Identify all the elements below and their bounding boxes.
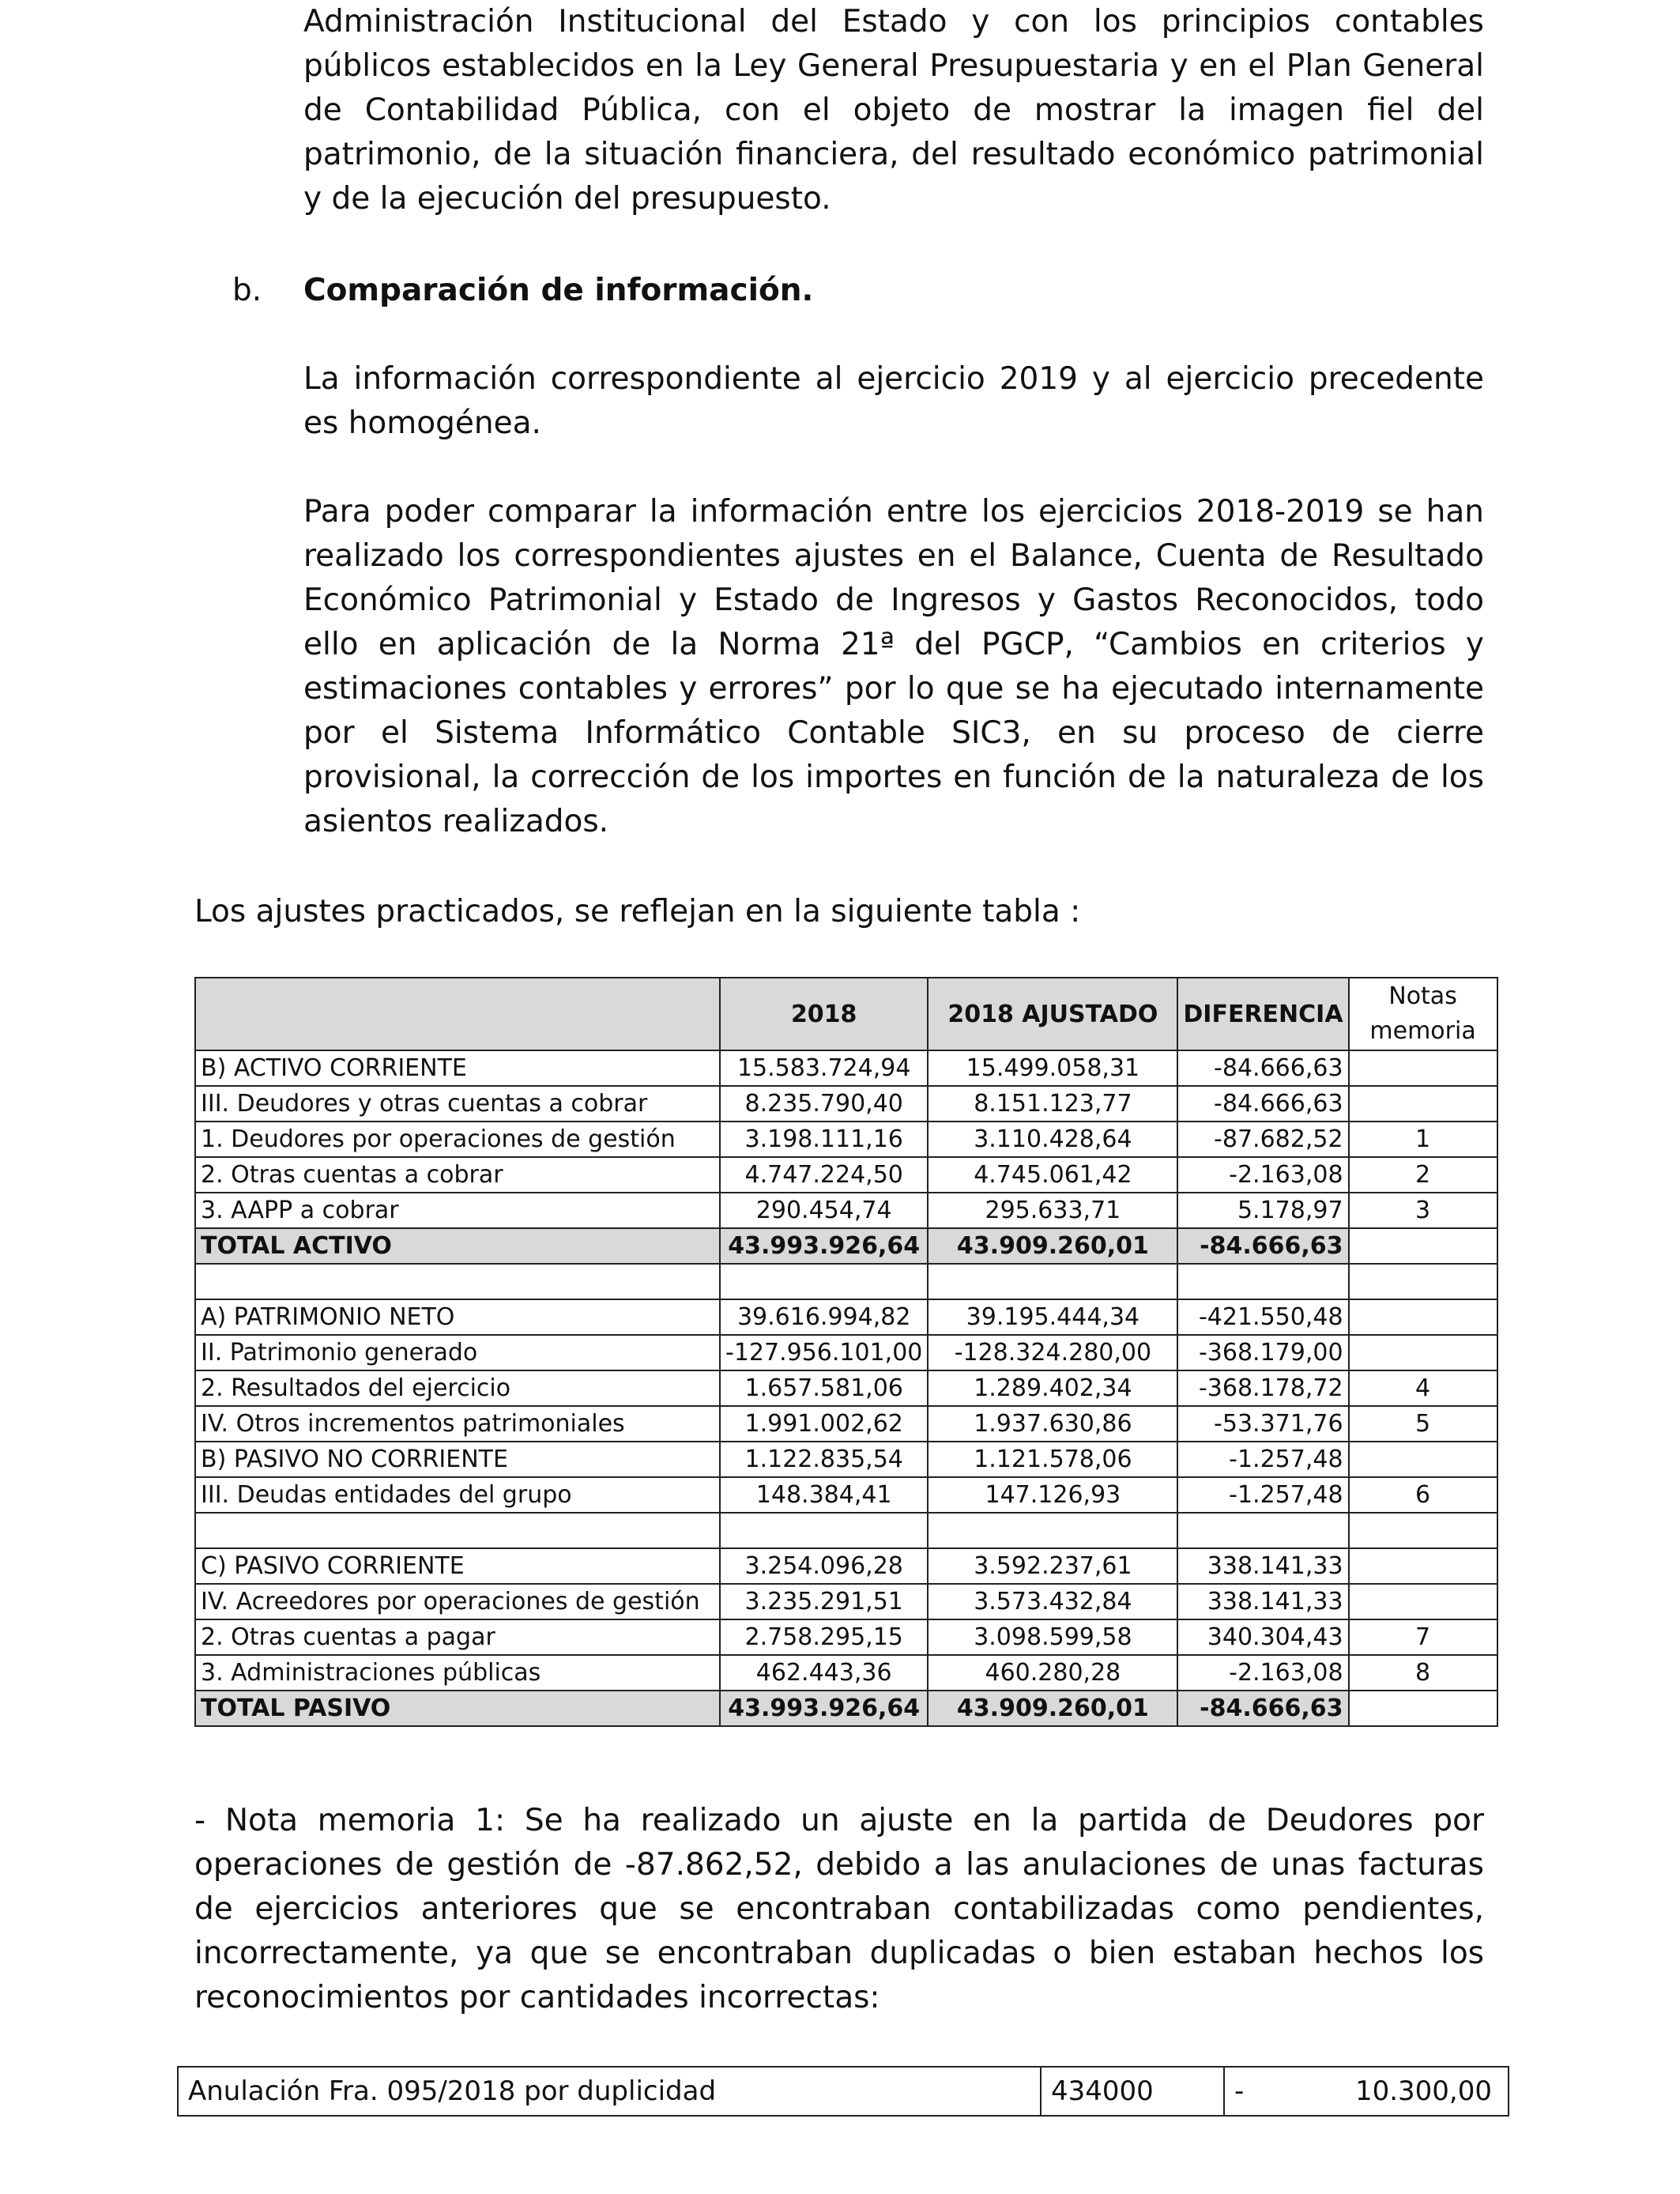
row-label: II. Patrimonio generado	[195, 1335, 720, 1370]
table-row	[195, 1370, 1497, 1406]
row-label: B) PASIVO NO CORRIENTE	[195, 1442, 720, 1477]
row-2018-ajustado: 3.110.428,64	[928, 1122, 1177, 1157]
row-2018-ajustado: 3.592.237,61	[928, 1548, 1177, 1584]
row-label: TOTAL PASIVO	[195, 1691, 720, 1726]
row-label: 2. Resultados del ejercicio	[195, 1370, 720, 1406]
row-diferencia: -368.179,00	[1177, 1335, 1348, 1370]
row-nota	[1349, 1050, 1497, 1086]
row-diferencia: 340.304,43	[1177, 1619, 1348, 1655]
row-label: III. Deudores y otras cuentas a cobrar	[195, 1086, 720, 1122]
row-label: 3. Administraciones públicas	[195, 1655, 720, 1691]
header-label	[195, 978, 720, 1050]
homogeneity-paragraph: La información correspondiente al ejercicio 2019 y al ejercicio precedente es homogénea.	[303, 361, 1484, 441]
row-nota: 4	[1349, 1370, 1497, 1406]
row-diferencia: -84.666,63	[1177, 1050, 1348, 1086]
table-row	[195, 1299, 1497, 1335]
row-diferencia	[1177, 1264, 1348, 1299]
row-label: III. Deudas entidades del grupo	[195, 1477, 720, 1513]
row-label: TOTAL ACTIVO	[195, 1228, 720, 1264]
row-nota	[1349, 1086, 1497, 1122]
row-nota	[1349, 1228, 1497, 1264]
row-2018-ajustado: 4.745.061,42	[928, 1157, 1177, 1193]
row-label: IV. Acreedores por operaciones de gestión	[195, 1584, 720, 1619]
table-row	[195, 1193, 1497, 1228]
cancellation-amount-cell	[1224, 2067, 1509, 2116]
row-diferencia: 338.141,33	[1177, 1548, 1348, 1584]
row-diferencia: -368.178,72	[1177, 1370, 1348, 1406]
row-label: 3. AAPP a cobrar	[195, 1193, 720, 1228]
table-row	[195, 1406, 1497, 1442]
row-nota: 5	[1349, 1406, 1497, 1442]
row-nota	[1349, 1691, 1497, 1726]
intro-paragraph-continued: Administración Institucional del Estado y con los principios contables públicos establecidos en la Ley General Presupuestaria y en el Plan General de Contabilidad Pública, con el objeto de mostrar la imagen fiel del patrimonio, de la situación financiera, del resultado económico patrimonial y de la ejecución del presupuesto.	[303, 4, 1484, 217]
row-diferencia: -421.550,48	[1177, 1299, 1348, 1335]
row-2018: 290.454,74	[720, 1193, 928, 1228]
row-2018-ajustado	[928, 1513, 1177, 1548]
cancellation-sign: -	[1234, 2075, 1245, 2107]
row-2018: 4.747.224,50	[720, 1157, 928, 1193]
row-label: IV. Otros incrementos patrimoniales	[195, 1406, 720, 1442]
table-row	[195, 1584, 1497, 1619]
row-2018-ajustado: 1.937.630,86	[928, 1406, 1177, 1442]
row-nota: 6	[1349, 1477, 1497, 1513]
table-row	[195, 1477, 1497, 1513]
row-diferencia: 5.178,97	[1177, 1193, 1348, 1228]
row-2018-ajustado: 3.573.432,84	[928, 1584, 1177, 1619]
row-nota	[1349, 1548, 1497, 1584]
table-row	[195, 1050, 1497, 1086]
table-row	[195, 1513, 1497, 1548]
row-diferencia: -2.163,08	[1177, 1655, 1348, 1691]
row-2018-ajustado: 1.289.402,34	[928, 1370, 1177, 1406]
row-diferencia: -2.163,08	[1177, 1157, 1348, 1193]
row-2018-ajustado	[928, 1264, 1177, 1299]
row-2018: -127.956.101,00	[720, 1335, 928, 1370]
row-label: 2. Otras cuentas a cobrar	[195, 1157, 720, 1193]
cancellation-table	[177, 2066, 1509, 2117]
section-title: Comparación de información.	[303, 273, 814, 308]
table-row	[195, 1655, 1497, 1691]
header-diferencia: DIFERENCIA	[1177, 978, 1348, 1050]
row-2018: 39.616.994,82	[720, 1299, 928, 1335]
row-2018: 43.993.926,64	[720, 1691, 928, 1726]
row-label	[195, 1264, 720, 1299]
cancellation-amount: 10.300,00	[1354, 2075, 1492, 2107]
row-2018: 2.758.295,15	[720, 1619, 928, 1655]
row-nota: 1	[1349, 1122, 1497, 1157]
cancellation-account: 434000	[1041, 2067, 1224, 2116]
row-2018: 8.235.790,40	[720, 1086, 928, 1122]
row-diferencia: -84.666,63	[1177, 1691, 1348, 1726]
row-2018-ajustado: 3.098.599,58	[928, 1619, 1177, 1655]
adjustments-paragraph: Para poder comparar la información entre los ejercicios 2018-2019 se han realizado los correspondientes ajustes en el Balance, Cuenta de Resultado Económico Patrimonial y Estado de Ingresos y Gastos Reconocidos, todo ello en aplicación de la Norma 21ª del PGCP, “Cambios en criterios y estimaciones contables y errores” por lo que se ha ejecutado internamente por el Sistema Informático Contable SIC3, en su proceso de cierre provisional, la corrección de los importes en función de la naturaleza de los asientos realizados.	[303, 494, 1484, 839]
section-heading	[232, 269, 813, 313]
table-row	[195, 1086, 1497, 1122]
header-notas-memoria: Notas memoria	[1349, 978, 1497, 1050]
row-2018: 15.583.724,94	[720, 1050, 928, 1086]
row-nota	[1349, 1442, 1497, 1477]
row-nota: 3	[1349, 1193, 1497, 1228]
row-label: 2. Otras cuentas a pagar	[195, 1619, 720, 1655]
row-2018: 3.254.096,28	[720, 1548, 928, 1584]
row-nota	[1349, 1584, 1497, 1619]
row-2018-ajustado: 43.909.260,01	[928, 1691, 1177, 1726]
row-2018: 43.993.926,64	[720, 1228, 928, 1264]
note-memoria-1: - Nota memoria 1: Se ha realizado un ajuste en la partida de Deudores por operaciones de gestión de -87.862,52, debido a las anulaciones de unas facturas de ejercicios anteriores que se encontraban contabilizadas como pendientes, incorrectamente, ya que se encontraban duplicadas o bien estaban hechos los reconocimientos por cantidades incorrectas:	[194, 1803, 1484, 2015]
header-2018: 2018	[720, 978, 928, 1050]
row-label: A) PATRIMONIO NETO	[195, 1299, 720, 1335]
table-row	[195, 1548, 1497, 1584]
row-diferencia: -1.257,48	[1177, 1442, 1348, 1477]
row-diferencia: 338.141,33	[1177, 1584, 1348, 1619]
row-diferencia: -53.371,76	[1177, 1406, 1348, 1442]
row-label: B) ACTIVO CORRIENTE	[195, 1050, 720, 1086]
row-diferencia: -1.257,48	[1177, 1477, 1348, 1513]
table-row	[195, 1264, 1497, 1299]
row-2018-ajustado: 460.280,28	[928, 1655, 1177, 1691]
row-label: 1. Deudores por operaciones de gestión	[195, 1122, 720, 1157]
table-row	[195, 1122, 1497, 1157]
table-row	[195, 1442, 1497, 1477]
header-2018-ajustado: 2018 AJUSTADO	[928, 978, 1177, 1050]
table-row	[178, 2067, 1509, 2116]
row-2018: 3.235.291,51	[720, 1584, 928, 1619]
row-nota: 7	[1349, 1619, 1497, 1655]
row-nota	[1349, 1513, 1497, 1548]
row-2018-ajustado: 43.909.260,01	[928, 1228, 1177, 1264]
table-intro: Los ajustes practicados, se reflejan en la siguiente tabla :	[194, 894, 1081, 929]
row-nota: 8	[1349, 1655, 1497, 1691]
row-2018	[720, 1513, 928, 1548]
table-row	[195, 1157, 1497, 1193]
table-row	[195, 1228, 1497, 1264]
row-nota	[1349, 1299, 1497, 1335]
row-2018-ajustado: 8.151.123,77	[928, 1086, 1177, 1122]
row-diferencia: -84.666,63	[1177, 1086, 1348, 1122]
row-2018: 462.443,36	[720, 1655, 928, 1691]
table-row	[195, 1335, 1497, 1370]
row-2018	[720, 1264, 928, 1299]
row-label	[195, 1513, 720, 1548]
row-label: C) PASIVO CORRIENTE	[195, 1548, 720, 1584]
row-2018-ajustado: 39.195.444,34	[928, 1299, 1177, 1335]
row-2018: 1.991.002,62	[720, 1406, 928, 1442]
row-diferencia: -87.682,52	[1177, 1122, 1348, 1157]
table-row	[195, 1619, 1497, 1655]
row-2018-ajustado: -128.324.280,00	[928, 1335, 1177, 1370]
table-header-row	[195, 978, 1497, 1050]
row-nota	[1349, 1335, 1497, 1370]
row-diferencia	[1177, 1513, 1348, 1548]
row-2018-ajustado: 295.633,71	[928, 1193, 1177, 1228]
row-2018: 148.384,41	[720, 1477, 928, 1513]
row-2018: 1.657.581,06	[720, 1370, 928, 1406]
row-nota: 2	[1349, 1157, 1497, 1193]
section-letter: b.	[232, 273, 262, 308]
row-diferencia: -84.666,63	[1177, 1228, 1348, 1264]
row-2018-ajustado: 1.121.578,06	[928, 1442, 1177, 1477]
row-2018: 3.198.111,16	[720, 1122, 928, 1157]
row-2018-ajustado: 147.126,93	[928, 1477, 1177, 1513]
row-2018-ajustado: 15.499.058,31	[928, 1050, 1177, 1086]
table-row	[195, 1691, 1497, 1726]
row-2018: 1.122.835,54	[720, 1442, 928, 1477]
row-nota	[1349, 1264, 1497, 1299]
cancellation-description: Anulación Fra. 095/2018 por duplicidad	[178, 2067, 1041, 2116]
adjustments-table	[194, 977, 1498, 1727]
